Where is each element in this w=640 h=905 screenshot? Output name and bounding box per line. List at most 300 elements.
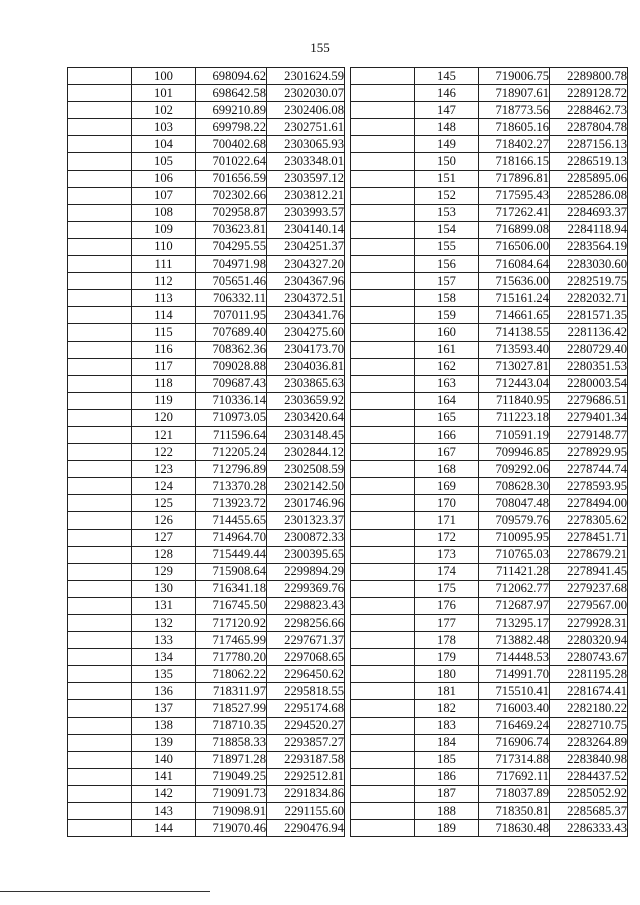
point-number-cell: 129 [132, 563, 196, 580]
point-number-cell: 147 [415, 102, 479, 119]
y-coordinate-cell: 2283564.19 [550, 238, 628, 255]
x-coordinate-cell: 718858.33 [196, 734, 267, 751]
point-number-cell: 143 [132, 803, 196, 820]
blank-cell [68, 153, 132, 170]
footer-divider [0, 891, 210, 892]
table-row [351, 426, 628, 443]
blank-cell [351, 649, 415, 666]
y-coordinate-cell: 2289800.78 [550, 68, 628, 85]
table-row [351, 136, 628, 153]
blank-cell [68, 307, 132, 324]
y-coordinate-cell: 2302751.61 [267, 119, 345, 136]
blank-cell [68, 102, 132, 119]
point-number-cell: 148 [415, 119, 479, 136]
point-number-cell: 127 [132, 529, 196, 546]
table-row [351, 341, 628, 358]
x-coordinate-cell: 716469.24 [479, 717, 550, 734]
y-coordinate-cell: 2282710.75 [550, 717, 628, 734]
x-coordinate-cell: 706332.11 [196, 290, 267, 307]
x-coordinate-cell: 718166.15 [479, 153, 550, 170]
x-coordinate-cell: 719049.25 [196, 768, 267, 785]
y-coordinate-cell: 2301624.59 [267, 68, 345, 85]
x-coordinate-cell: 711840.95 [479, 392, 550, 409]
table-row [68, 409, 345, 426]
y-coordinate-cell: 2287804.78 [550, 119, 628, 136]
point-number-cell: 104 [132, 136, 196, 153]
blank-cell [351, 820, 415, 837]
blank-cell [351, 546, 415, 563]
x-coordinate-cell: 718311.97 [196, 683, 267, 700]
point-number-cell: 145 [415, 68, 479, 85]
table-row [68, 358, 345, 375]
page-number: 155 [310, 40, 330, 55]
y-coordinate-cell: 2299894.29 [267, 563, 345, 580]
x-coordinate-cell: 718630.48 [479, 820, 550, 837]
y-coordinate-cell: 2300872.33 [267, 529, 345, 546]
coordinates-table-left [67, 67, 345, 837]
blank-cell [351, 615, 415, 632]
point-number-cell: 173 [415, 546, 479, 563]
point-number-cell: 185 [415, 751, 479, 768]
x-coordinate-cell: 718527.99 [196, 700, 267, 717]
point-number-cell: 120 [132, 409, 196, 426]
point-number-cell: 117 [132, 358, 196, 375]
y-coordinate-cell: 2303659.92 [267, 392, 345, 409]
blank-cell [351, 683, 415, 700]
point-number-cell: 187 [415, 785, 479, 802]
blank-cell [68, 546, 132, 563]
table-row [351, 461, 628, 478]
y-coordinate-cell: 2300395.65 [267, 546, 345, 563]
y-coordinate-cell: 2297068.65 [267, 649, 345, 666]
y-coordinate-cell: 2278451.71 [550, 529, 628, 546]
blank-cell [68, 666, 132, 683]
point-number-cell: 156 [415, 256, 479, 273]
point-number-cell: 110 [132, 238, 196, 255]
y-coordinate-cell: 2281195.28 [550, 666, 628, 683]
table-row [351, 290, 628, 307]
table-row [351, 68, 628, 85]
x-coordinate-cell: 717262.41 [479, 204, 550, 221]
x-coordinate-cell: 714455.65 [196, 512, 267, 529]
blank-cell [351, 426, 415, 443]
y-coordinate-cell: 2283030.60 [550, 256, 628, 273]
y-coordinate-cell: 2283264.89 [550, 734, 628, 751]
point-number-cell: 107 [132, 187, 196, 204]
y-coordinate-cell: 2289128.72 [550, 85, 628, 102]
point-number-cell: 154 [415, 221, 479, 238]
point-number-cell: 118 [132, 375, 196, 392]
point-number-cell: 119 [132, 392, 196, 409]
y-coordinate-cell: 2292512.81 [267, 768, 345, 785]
point-number-cell: 133 [132, 632, 196, 649]
blank-cell [68, 273, 132, 290]
point-number-cell: 137 [132, 700, 196, 717]
blank-cell [68, 700, 132, 717]
y-coordinate-cell: 2293187.58 [267, 751, 345, 768]
blank-cell [68, 444, 132, 461]
y-coordinate-cell: 2303148.45 [267, 426, 345, 443]
blank-cell [68, 649, 132, 666]
y-coordinate-cell: 2297671.37 [267, 632, 345, 649]
point-number-cell: 184 [415, 734, 479, 751]
blank-cell [68, 820, 132, 837]
x-coordinate-cell: 715636.00 [479, 273, 550, 290]
point-number-cell: 177 [415, 615, 479, 632]
x-coordinate-cell: 713295.17 [479, 615, 550, 632]
x-coordinate-cell: 718773.56 [479, 102, 550, 119]
blank-cell [68, 204, 132, 221]
table-row [68, 256, 345, 273]
x-coordinate-cell: 718971.28 [196, 751, 267, 768]
blank-cell [68, 478, 132, 495]
y-coordinate-cell: 2303348.01 [267, 153, 345, 170]
x-coordinate-cell: 716341.18 [196, 580, 267, 597]
y-coordinate-cell: 2304140.14 [267, 221, 345, 238]
y-coordinate-cell: 2280743.67 [550, 649, 628, 666]
point-number-cell: 146 [415, 85, 479, 102]
x-coordinate-cell: 716506.00 [479, 238, 550, 255]
y-coordinate-cell: 2304367.96 [267, 273, 345, 290]
blank-cell [351, 785, 415, 802]
y-coordinate-cell: 2288462.73 [550, 102, 628, 119]
x-coordinate-cell: 718605.16 [479, 119, 550, 136]
table-row [68, 803, 345, 820]
point-number-cell: 108 [132, 204, 196, 221]
blank-cell [351, 341, 415, 358]
table-row [351, 803, 628, 820]
x-coordinate-cell: 708628.30 [479, 478, 550, 495]
point-number-cell: 153 [415, 204, 479, 221]
x-coordinate-cell: 709687.43 [196, 375, 267, 392]
blank-cell [68, 256, 132, 273]
x-coordinate-cell: 718907.61 [479, 85, 550, 102]
table-row [351, 734, 628, 751]
x-coordinate-cell: 710095.95 [479, 529, 550, 546]
blank-cell [351, 358, 415, 375]
point-number-cell: 131 [132, 597, 196, 614]
table-row [351, 170, 628, 187]
blank-cell [68, 170, 132, 187]
blank-cell [68, 136, 132, 153]
blank-cell [351, 256, 415, 273]
x-coordinate-cell: 718037.89 [479, 785, 550, 802]
blank-cell [351, 204, 415, 221]
table-row [351, 785, 628, 802]
y-coordinate-cell: 2293857.27 [267, 734, 345, 751]
point-number-cell: 164 [415, 392, 479, 409]
x-coordinate-cell: 715510.41 [479, 683, 550, 700]
blank-cell [351, 444, 415, 461]
point-number-cell: 170 [415, 495, 479, 512]
table-row [68, 615, 345, 632]
x-coordinate-cell: 712062.77 [479, 580, 550, 597]
x-coordinate-cell: 713882.48 [479, 632, 550, 649]
table-row [68, 444, 345, 461]
table-row [351, 238, 628, 255]
point-number-cell: 123 [132, 461, 196, 478]
table-row [351, 375, 628, 392]
point-number-cell: 182 [415, 700, 479, 717]
blank-cell [68, 734, 132, 751]
x-coordinate-cell: 712205.24 [196, 444, 267, 461]
x-coordinate-cell: 716084.64 [479, 256, 550, 273]
y-coordinate-cell: 2295818.55 [267, 683, 345, 700]
x-coordinate-cell: 718350.81 [479, 803, 550, 820]
x-coordinate-cell: 714991.70 [479, 666, 550, 683]
table-row [351, 597, 628, 614]
table-row [351, 632, 628, 649]
blank-cell [351, 632, 415, 649]
x-coordinate-cell: 716906.74 [479, 734, 550, 751]
blank-cell [68, 392, 132, 409]
point-number-cell: 126 [132, 512, 196, 529]
point-number-cell: 152 [415, 187, 479, 204]
y-coordinate-cell: 2298256.66 [267, 615, 345, 632]
x-coordinate-cell: 701022.64 [196, 153, 267, 170]
point-number-cell: 109 [132, 221, 196, 238]
table-row [351, 512, 628, 529]
blank-cell [351, 307, 415, 324]
y-coordinate-cell: 2303597.12 [267, 170, 345, 187]
blank-cell [68, 426, 132, 443]
y-coordinate-cell: 2291155.60 [267, 803, 345, 820]
blank-cell [351, 700, 415, 717]
table-row [351, 273, 628, 290]
point-number-cell: 151 [415, 170, 479, 187]
x-coordinate-cell: 716003.40 [479, 700, 550, 717]
y-coordinate-cell: 2280003.54 [550, 375, 628, 392]
y-coordinate-cell: 2285895.06 [550, 170, 628, 187]
blank-cell [351, 666, 415, 683]
point-number-cell: 125 [132, 495, 196, 512]
y-coordinate-cell: 2301323.37 [267, 512, 345, 529]
blank-cell [351, 324, 415, 341]
table-row [68, 221, 345, 238]
point-number-cell: 100 [132, 68, 196, 85]
table-row [68, 426, 345, 443]
blank-cell [68, 461, 132, 478]
y-coordinate-cell: 2279928.31 [550, 615, 628, 632]
y-coordinate-cell: 2278679.21 [550, 546, 628, 563]
table-row [68, 529, 345, 546]
x-coordinate-cell: 708362.36 [196, 341, 267, 358]
point-number-cell: 138 [132, 717, 196, 734]
y-coordinate-cell: 2301746.96 [267, 495, 345, 512]
y-coordinate-cell: 2283840.98 [550, 751, 628, 768]
blank-cell [68, 409, 132, 426]
point-number-cell: 168 [415, 461, 479, 478]
x-coordinate-cell: 713370.28 [196, 478, 267, 495]
table-row [351, 666, 628, 683]
y-coordinate-cell: 2304251.37 [267, 238, 345, 255]
table-row [351, 615, 628, 632]
table-row [68, 734, 345, 751]
blank-cell [68, 341, 132, 358]
point-number-cell: 102 [132, 102, 196, 119]
blank-cell [351, 273, 415, 290]
x-coordinate-cell: 715908.64 [196, 563, 267, 580]
table-row [351, 392, 628, 409]
table-row [351, 358, 628, 375]
x-coordinate-cell: 713593.40 [479, 341, 550, 358]
y-coordinate-cell: 2281571.35 [550, 307, 628, 324]
y-coordinate-cell: 2303420.64 [267, 409, 345, 426]
y-coordinate-cell: 2286519.13 [550, 153, 628, 170]
x-coordinate-cell: 713923.72 [196, 495, 267, 512]
point-number-cell: 101 [132, 85, 196, 102]
table-row [351, 324, 628, 341]
point-number-cell: 132 [132, 615, 196, 632]
y-coordinate-cell: 2303865.63 [267, 375, 345, 392]
blank-cell [351, 221, 415, 238]
x-coordinate-cell: 716899.08 [479, 221, 550, 238]
point-number-cell: 167 [415, 444, 479, 461]
point-number-cell: 111 [132, 256, 196, 273]
point-number-cell: 136 [132, 683, 196, 700]
blank-cell [68, 85, 132, 102]
x-coordinate-cell: 718062.22 [196, 666, 267, 683]
x-coordinate-cell: 709579.76 [479, 512, 550, 529]
point-number-cell: 112 [132, 273, 196, 290]
point-number-cell: 140 [132, 751, 196, 768]
x-coordinate-cell: 707689.40 [196, 324, 267, 341]
table-row [351, 683, 628, 700]
table-row [68, 85, 345, 102]
y-coordinate-cell: 2291834.86 [267, 785, 345, 802]
point-number-cell: 186 [415, 768, 479, 785]
x-coordinate-cell: 719006.75 [479, 68, 550, 85]
table-row [351, 204, 628, 221]
point-number-cell: 179 [415, 649, 479, 666]
table-row [351, 85, 628, 102]
y-coordinate-cell: 2281136.42 [550, 324, 628, 341]
y-coordinate-cell: 2304341.76 [267, 307, 345, 324]
x-coordinate-cell: 715161.24 [479, 290, 550, 307]
table-row [68, 495, 345, 512]
y-coordinate-cell: 2284693.37 [550, 204, 628, 221]
blank-cell [351, 153, 415, 170]
blank-cell [68, 768, 132, 785]
point-number-cell: 128 [132, 546, 196, 563]
blank-cell [351, 290, 415, 307]
y-coordinate-cell: 2279401.34 [550, 409, 628, 426]
x-coordinate-cell: 719091.73 [196, 785, 267, 802]
point-number-cell: 122 [132, 444, 196, 461]
point-number-cell: 162 [415, 358, 479, 375]
x-coordinate-cell: 698642.58 [196, 85, 267, 102]
y-coordinate-cell: 2304327.20 [267, 256, 345, 273]
point-number-cell: 134 [132, 649, 196, 666]
point-number-cell: 144 [132, 820, 196, 837]
point-number-cell: 103 [132, 119, 196, 136]
blank-cell [351, 734, 415, 751]
point-number-cell: 160 [415, 324, 479, 341]
y-coordinate-cell: 2290476.94 [267, 820, 345, 837]
x-coordinate-cell: 708047.48 [479, 495, 550, 512]
y-coordinate-cell: 2282180.22 [550, 700, 628, 717]
point-number-cell: 180 [415, 666, 479, 683]
point-number-cell: 114 [132, 307, 196, 324]
table-row [351, 153, 628, 170]
blank-cell [68, 615, 132, 632]
x-coordinate-cell: 704295.55 [196, 238, 267, 255]
y-coordinate-cell: 2302508.59 [267, 461, 345, 478]
y-coordinate-cell: 2295174.68 [267, 700, 345, 717]
x-coordinate-cell: 702302.66 [196, 187, 267, 204]
y-coordinate-cell: 2281674.41 [550, 683, 628, 700]
table-row [68, 204, 345, 221]
table-row [68, 273, 345, 290]
table-row [351, 187, 628, 204]
point-number-cell: 183 [415, 717, 479, 734]
table-row [68, 119, 345, 136]
x-coordinate-cell: 711596.64 [196, 426, 267, 443]
table-row [351, 700, 628, 717]
y-coordinate-cell: 2287156.13 [550, 136, 628, 153]
y-coordinate-cell: 2284437.52 [550, 768, 628, 785]
y-coordinate-cell: 2285286.08 [550, 187, 628, 204]
table-row [68, 563, 345, 580]
y-coordinate-cell: 2304275.60 [267, 324, 345, 341]
point-number-cell: 181 [415, 683, 479, 700]
x-coordinate-cell: 718402.27 [479, 136, 550, 153]
table-row [351, 820, 628, 837]
point-number-cell: 149 [415, 136, 479, 153]
y-coordinate-cell: 2286333.43 [550, 820, 628, 837]
point-number-cell: 116 [132, 341, 196, 358]
point-number-cell: 157 [415, 273, 479, 290]
y-coordinate-cell: 2296450.62 [267, 666, 345, 683]
blank-cell [68, 785, 132, 802]
table-row [68, 153, 345, 170]
table-row [351, 649, 628, 666]
blank-cell [351, 563, 415, 580]
x-coordinate-cell: 711421.28 [479, 563, 550, 580]
y-coordinate-cell: 2299369.76 [267, 580, 345, 597]
table-row [68, 597, 345, 614]
table-row [68, 649, 345, 666]
table-row [68, 683, 345, 700]
point-number-cell: 188 [415, 803, 479, 820]
table-row [68, 375, 345, 392]
table-row [351, 563, 628, 580]
x-coordinate-cell: 716745.50 [196, 597, 267, 614]
x-coordinate-cell: 714138.55 [479, 324, 550, 341]
table-row [68, 717, 345, 734]
y-coordinate-cell: 2278305.62 [550, 512, 628, 529]
x-coordinate-cell: 717595.43 [479, 187, 550, 204]
table-row [68, 461, 345, 478]
blank-cell [68, 238, 132, 255]
blank-cell [351, 580, 415, 597]
blank-cell [351, 529, 415, 546]
table-row [68, 632, 345, 649]
blank-cell [68, 717, 132, 734]
table-row [351, 768, 628, 785]
y-coordinate-cell: 2302406.08 [267, 102, 345, 119]
y-coordinate-cell: 2278929.95 [550, 444, 628, 461]
table-row [351, 495, 628, 512]
x-coordinate-cell: 717780.20 [196, 649, 267, 666]
x-coordinate-cell: 719098.91 [196, 803, 267, 820]
x-coordinate-cell: 713027.81 [479, 358, 550, 375]
x-coordinate-cell: 719070.46 [196, 820, 267, 837]
x-coordinate-cell: 715449.44 [196, 546, 267, 563]
table-row [68, 512, 345, 529]
table-row [68, 546, 345, 563]
y-coordinate-cell: 2304173.70 [267, 341, 345, 358]
